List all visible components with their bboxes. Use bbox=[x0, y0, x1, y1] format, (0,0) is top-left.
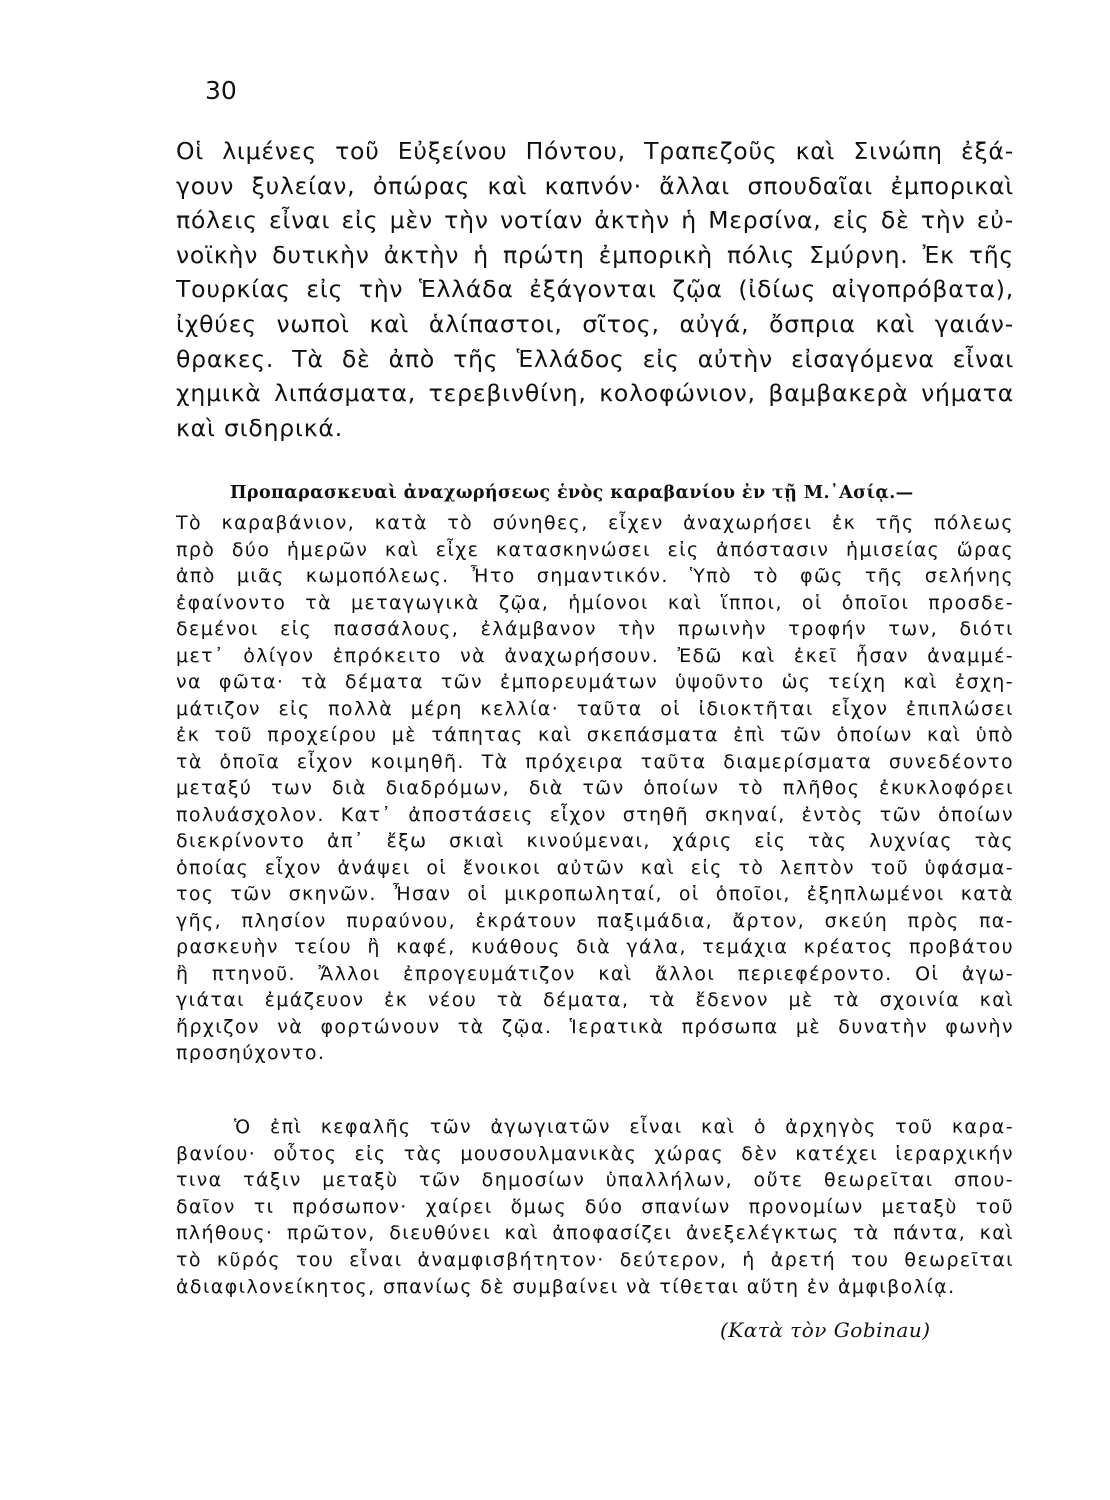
text-line: ἐκ τοῦ προχείρου μὲ τάπητας καὶ σκεπάσματα ἐπὶ τῶν ὁποίων καὶ ὑπὸ bbox=[176, 724, 1014, 746]
text-line: χημικὰ λιπάσματα, τερεβινθίνη, κολοφώνιον, βαμβακερὰ νήματα bbox=[176, 379, 1014, 408]
text-line: πολυάσχολον. Κατ᾿ ἀποστάσεις εἶχον στηθῆ σκηναί, ἐντὸς τῶν ὁποίων bbox=[176, 803, 1014, 826]
text-line: θρακες. Τὰ δὲ ἀπὸ τῆς Ἑλλάδος εἰς αὐτὴν εἰσαγόμενα εἶναι bbox=[176, 344, 1014, 373]
text-line: βανίου· οὗτος εἰς τὰς μουσουλμανικὰς χώρας δὲν κατέχει ἱεραρχικήν bbox=[176, 1142, 1014, 1165]
text-line: δεμένοι εἰς πασσάλους, ἐλάμβανον τὴν πρωινὴν τροφήν των, διότι bbox=[176, 618, 1014, 640]
text-line: τὰ ὁποῖα εἶχον κοιμηθῆ. Τὰ πρόχειρα ταῦτα διαμερίσματα συνεδέοντο bbox=[176, 750, 1014, 773]
text-line: Τουρκίας εἰς τὴν Ἑλλάδα ἐξάγονται ζῷα (ἰδίως αἰγοπρόβατα), bbox=[176, 275, 1014, 304]
text-line: ἀπὸ μιᾶς κωμοπόλεως. Ἦτο σημαντικόν. Ὑπὸ τὸ φῶς τῆς σελήνης bbox=[176, 565, 1014, 587]
text-line: ἢ πτηνοῦ. Ἄλλοι ἐπρογευμάτιζον καὶ ἄλλοι περιεφέροντο. Οἱ ἀγω- bbox=[176, 962, 1014, 985]
text-line: πρὸ δύο ἡμερῶν καὶ εἶχε κατασκηνώσει εἰς ἀπόστασιν ἡμισείας ὥρας bbox=[176, 538, 1014, 561]
text-line: ἰχθύες νωποὶ καὶ ἁλίπαστοι, σῖτος, αὐγά, ὄσπρια καὶ γαιάν- bbox=[176, 309, 1014, 338]
text-line: τὸ κῦρός του εἶναι ἀναμφισβήτητον· δεύτερον, ἡ ἀρετή του θεωρεῖται bbox=[176, 1248, 1014, 1271]
text-line: ἐφαίνοντο τὰ μεταγωγικὰ ζῷα, ἡμίονοι καὶ ἵπποι, οἱ ὁποῖοι προσδε- bbox=[176, 591, 1014, 614]
section-paragraph-2 bbox=[176, 1114, 1014, 1300]
section-title: Προπαρασκευαὶ ἀναχωρήσεως ἑνὸς καραβανίου ἐν τῇ Μ.᾿Ασίᾳ.— bbox=[230, 483, 914, 503]
text-line: ὁποίας εἶχον ἀνάψει οἱ ἔνοικοι αὐτῶν καὶ εἰς τὸ λεπτὸν τοῦ ὑφάσμα- bbox=[176, 856, 1014, 879]
text-line: ἤρχιζον νὰ φορτώνουν τὰ ζῷα. Ἱερατικὰ πρόσωπα μὲ δυνατὴν φωνὴν bbox=[176, 1015, 1014, 1038]
text-line: μάτιζον εἰς πολλὰ μέρη κελλία· ταῦτα οἱ ἰδιοκτῆται εἶχον ἐπιπλώσει bbox=[176, 697, 1014, 720]
section-paragraph-1 bbox=[176, 510, 1014, 1067]
text-line: Ὁ ἐπὶ κεφαλῆς τῶν ἀγωγιατῶν εἶναι καὶ ὁ ἀρχηγὸς τοῦ καρα- bbox=[234, 1116, 1014, 1138]
text-line: μετ᾿ ὀλίγον ἐπρόκειτο νὰ ἀναχωρήσουν. Ἐδῶ καὶ ἐκεῖ ἦσαν ἀναμμέ- bbox=[176, 644, 1014, 667]
attribution: (Κατὰ τὸν Gobinau) bbox=[720, 1318, 931, 1342]
text-line: διεκρίνοντο ἀπ᾿ ἔξω σκιαὶ κινούμεναι, χάρις εἰς τὰς λυχνίας τὰς bbox=[176, 830, 1014, 852]
text-line: ἀδιαφιλονείκητος, σπανίως δὲ συμβαίνει νὰ τίθεται αὕτη ἐν ἀμφιβολίᾳ. bbox=[176, 1275, 956, 1298]
text-line: δαῖον τι πρόσωπον· χαίρει ὅμως δύο σπανίων προνομίων μεταξὺ τοῦ bbox=[176, 1195, 1014, 1218]
intro-paragraph bbox=[176, 134, 1014, 445]
text-line: προσηύχοντο. bbox=[176, 1042, 326, 1064]
text-line: να φῶτα· τὰ δέματα τῶν ἐμπορευμάτων ὑψοῦντο ὡς τείχη καὶ ἐσχη- bbox=[176, 671, 1014, 693]
text-line: γουν ξυλείαν, ὀπώρας καὶ καπνόν· ἄλλαι σπουδαῖαι ἐμπορικαὶ bbox=[176, 171, 1014, 200]
text-line: τος τῶν σκηνῶν. Ἦσαν οἱ μικροπωληταί, οἱ ὁποῖοι, ἐξηπλωμένοι κατὰ bbox=[176, 883, 1014, 905]
text-line: πόλεις εἶναι εἰς μὲν τὴν νοτίαν ἀκτὴν ἡ Μερσίνα, εἰς δὲ τὴν εὐ- bbox=[176, 206, 1014, 235]
text-line: Τὸ καραβάνιον, κατὰ τὸ σύνηθες, εἶχεν ἀναχωρήσει ἐκ τῆς πόλεως bbox=[176, 512, 1014, 534]
text-line: γιάται ἐμάζευον ἐκ νέου τὰ δέματα, τὰ ἔδενον μὲ τὰ σχοινία καὶ bbox=[176, 989, 1014, 1011]
page-number: 30 bbox=[205, 76, 237, 105]
text-line: μεταξύ των διὰ διαδρόμων, διὰ τῶν ὁποίων τὸ πλῆθος ἐκυκλοφόρει bbox=[176, 777, 1014, 799]
text-line: γῆς, πλησίον πυραύνου, ἐκράτουν παξιμάδια, ἄρτον, σκεύη πρὸς πα- bbox=[176, 909, 1014, 932]
text-line: ρασκευὴν τείου ἢ καφέ, κυάθους διὰ γάλα, τεμάχια κρέατος προβάτου bbox=[176, 936, 1014, 958]
text-line: καὶ σιδηρικά. bbox=[176, 413, 343, 442]
text-line: Οἱ λιμένες τοῦ Εὐξείνου Πόντου, Τραπεζοῦς καὶ Σινώπη ἐξά- bbox=[176, 137, 1014, 165]
text-line: πλήθους· πρῶτον, διευθύνει καὶ ἀποφασίζει ἀνεξελέγκτως τὰ πάντα, καὶ bbox=[176, 1222, 1014, 1245]
text-line: τινα τάξιν μεταξὺ τῶν δημοσίων ὑπαλλήλων, οὔτε θεωρεῖται σπου- bbox=[176, 1169, 1014, 1192]
text-line: νοϊκὴν δυτικὴν ἀκτὴν ἡ πρώτη ἐμπορικὴ πόλις Σμύρνη. Ἐκ τῆς bbox=[176, 240, 1014, 269]
